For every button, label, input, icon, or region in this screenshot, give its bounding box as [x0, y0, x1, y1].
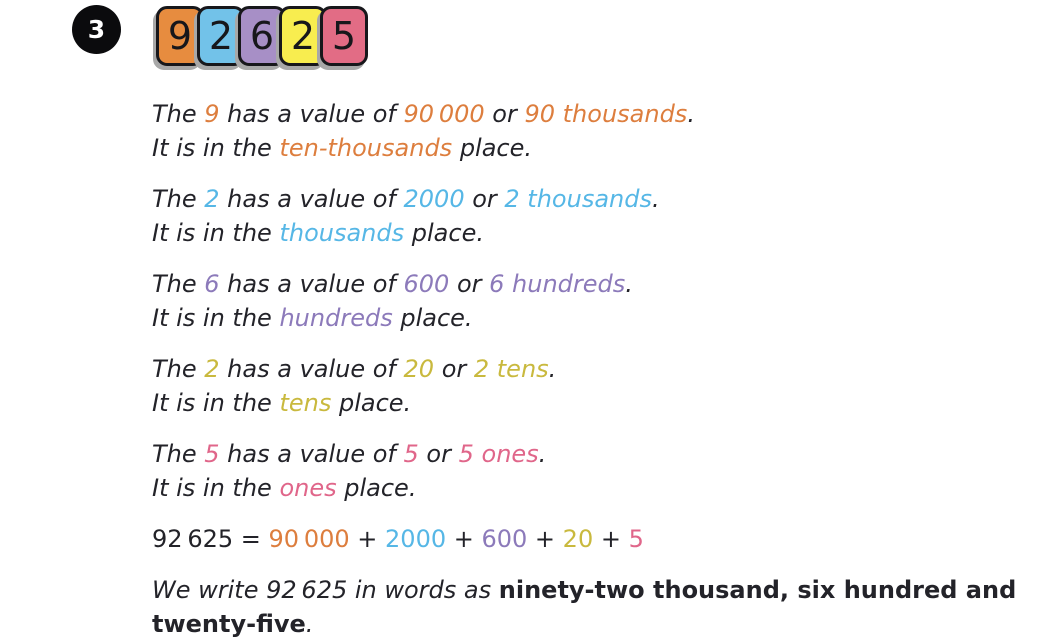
value-sentence — [152, 185, 660, 213]
equation-line — [152, 525, 644, 553]
place-sentence — [152, 389, 411, 417]
text-segment: We write 92 625 in words as — [152, 576, 499, 604]
text-segment: place. — [452, 134, 533, 162]
words-line-1 — [152, 576, 1016, 604]
text-segment: 2 thousands — [504, 185, 652, 213]
text-segment: place. — [392, 304, 473, 332]
text-segment: or — [449, 270, 490, 298]
explanation-text — [152, 97, 1032, 641]
text-segment: ninety-two thousand, six hundred and — [498, 576, 1017, 604]
text-segment: 2000 — [403, 185, 465, 213]
text-segment: or — [434, 355, 474, 383]
text-segment: 90 thousands — [524, 100, 688, 128]
question-number-badge: 3 — [72, 5, 121, 54]
text-segment: 600 — [403, 270, 450, 298]
digit-cards — [156, 6, 368, 66]
number-in-words-sentence — [152, 573, 1032, 641]
text-segment: + — [349, 525, 386, 553]
digit-card-2: 2 — [197, 6, 245, 66]
text-segment: or — [418, 440, 459, 468]
paragraph-thousands — [152, 182, 1032, 250]
text-segment: 6 hundreds — [489, 270, 626, 298]
text-segment: 2000 — [385, 525, 447, 553]
text-segment: or — [464, 185, 505, 213]
text-segment: . — [625, 270, 633, 298]
text-segment: . — [548, 355, 557, 383]
place-sentence — [152, 304, 473, 332]
text-segment: 5 — [628, 525, 644, 553]
words-line-2 — [152, 610, 313, 638]
text-segment: + — [446, 525, 482, 553]
text-segment: + — [527, 525, 563, 553]
text-segment: twenty-five — [152, 610, 306, 638]
value-sentence — [152, 100, 695, 128]
text-segment: tens — [279, 389, 332, 417]
text-segment: It is in the — [152, 389, 280, 417]
text-segment: . — [538, 440, 547, 468]
text-segment: 5 — [403, 440, 419, 468]
place-sentence — [152, 219, 484, 247]
partition-equation — [152, 522, 1032, 556]
place-sentence — [152, 134, 532, 162]
text-segment: 20 — [403, 355, 435, 383]
digit-card-9: 9 — [156, 6, 204, 66]
text-segment: has a value of — [219, 440, 404, 468]
text-segment: has a value of — [219, 100, 404, 128]
paragraph-tens — [152, 352, 1032, 420]
text-segment: . — [687, 100, 695, 128]
text-segment: has a value of — [219, 355, 404, 383]
text-segment: ones — [279, 474, 337, 502]
text-segment: . — [651, 185, 660, 213]
text-segment: or — [484, 100, 525, 128]
text-segment: 5 ones — [458, 440, 539, 468]
text-segment: place. — [331, 389, 412, 417]
digit-card-2: 2 — [279, 6, 327, 66]
text-segment: 2 — [204, 355, 220, 383]
paragraph-ten-thousands — [152, 97, 1032, 165]
text-segment: The — [152, 355, 205, 383]
text-segment: The — [152, 270, 205, 298]
value-sentence — [152, 355, 556, 383]
value-sentence — [152, 270, 633, 298]
text-segment: It is in the — [152, 219, 280, 247]
text-segment: The — [152, 440, 205, 468]
text-segment: place. — [336, 474, 417, 502]
text-segment: The — [152, 185, 205, 213]
text-segment: hundreds — [279, 304, 393, 332]
text-segment: thousands — [279, 219, 405, 247]
text-segment: It is in the — [152, 474, 280, 502]
text-segment: 2 tens — [473, 355, 549, 383]
text-segment: It is in the — [152, 304, 280, 332]
text-segment: place. — [404, 219, 484, 247]
text-segment: 6 — [204, 270, 220, 298]
text-segment: . — [305, 610, 314, 638]
text-segment: 90 000 — [403, 100, 485, 128]
text-segment: 90 000 — [268, 525, 350, 553]
value-sentence — [152, 440, 546, 468]
text-segment: has a value of — [219, 185, 404, 213]
text-segment: + — [593, 525, 629, 553]
digit-card-5: 5 — [320, 6, 368, 66]
paragraph-ones — [152, 437, 1032, 505]
paragraph-hundreds — [152, 267, 1032, 335]
text-segment: 2 — [204, 185, 220, 213]
text-segment: 9 — [204, 100, 220, 128]
text-segment: 5 — [204, 440, 220, 468]
text-segment: The — [152, 100, 205, 128]
text-segment: It is in the — [152, 134, 280, 162]
text-segment: 600 — [481, 525, 528, 553]
text-segment: 92 625 = — [152, 525, 269, 553]
text-segment: 20 — [562, 525, 594, 553]
place-sentence — [152, 474, 416, 502]
text-segment: ten-thousands — [279, 134, 453, 162]
digit-card-6: 6 — [238, 6, 286, 66]
text-segment: has a value of — [219, 270, 404, 298]
